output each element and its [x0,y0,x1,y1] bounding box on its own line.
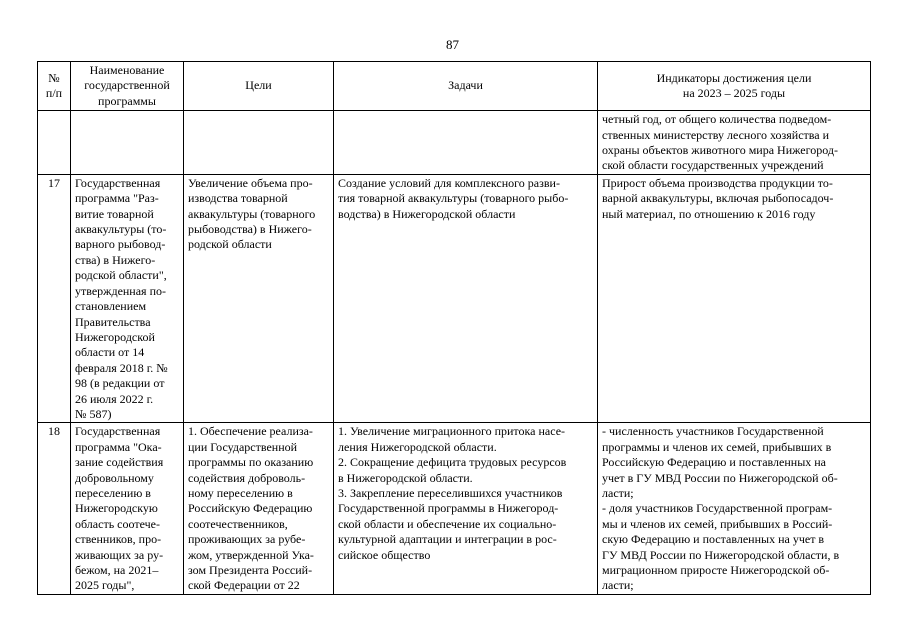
cell-line: Прирост объема производства продукции то- [602,175,833,190]
cell-line: бежом, на 2021– [75,563,159,577]
cell-line: ства) в Нижего- [75,252,156,267]
cell-line: программа "Раз- [75,191,159,206]
header-goals: Цели [184,62,334,111]
cell-line: ской области и обеспечение их социально- [338,516,557,531]
cell-line: сийское общество [338,547,431,562]
cell-line: утвержденная по- [75,283,166,298]
cell-line: ской Федерации от 22 [188,578,300,593]
cell-line: родской области [188,237,272,252]
cell-line: - численность участников Государственной [602,424,824,439]
cell-line: зом Президента Россий- [188,563,313,577]
cell-line: Создание условий для комплексного разви- [338,175,560,190]
cell-num: 18 [38,423,71,594]
cell-line: тия товарной аквакультуры (товарного рыбо- [338,191,569,206]
cell-line: Нижегородскую [75,501,158,516]
cell-line: жом, утвержденной Ука- [188,547,314,562]
cell-line: Российскую Федерацию и поставленных на [602,455,826,470]
cell-line: программы и членов их семей, прибывших в [602,439,832,454]
cell-program [71,174,184,423]
cell-line: миграционном приросте Нижегородской об- [602,563,830,577]
header-num: № п/п [38,62,71,111]
cell-line: варного рыбовод- [75,237,166,252]
cell-line: родской области", [75,268,167,283]
cell-goals [184,423,334,594]
header-row [38,62,871,111]
cell-line: 26 июля 2022 г. [75,391,154,406]
cell-line: рыбоводства) в Нижего- [188,222,312,237]
cell-tasks [334,174,598,423]
cell-line: варной аквакультуры, включая рыбопосадоч- [602,191,834,206]
cell-line: Государственная [75,175,161,190]
cell-line: область соотече- [75,516,160,531]
cell-line: Государственной программы в Нижегород- [338,501,559,516]
cell-line: Государственная [75,424,161,439]
cell-line: ный материал, по отношению к 2016 году [602,206,816,221]
cell-line: содействия доброволь- [188,470,306,485]
cell-num [38,111,71,175]
cell-line: изводства товарной [188,191,288,206]
cell-tasks [334,111,598,175]
cell-line: добровольному [75,470,154,485]
cell-line: - доля участников Государственной програм- [602,501,833,516]
cell-line: ственных министерству лесного хозяйства и [602,127,830,142]
cell-program [71,111,184,175]
cell-line: 1. Увеличение миграционного притока насе- [338,424,566,439]
cell-line: программа "Ока- [75,439,162,454]
cell-line: ции Государственной [188,439,298,454]
cell-line: ской области государственных учреждений [602,158,824,173]
cell-line: мы и членов их семей, прибывших в Россий- [602,516,833,531]
cell-line: витие товарной [75,206,154,221]
cell-line: переселению в [75,485,151,500]
header-program: Наименование государственной программы [71,62,184,111]
cell-indicators [598,174,871,423]
cell-goals [184,111,334,175]
cell-line: зание содействия [75,455,164,470]
cell-line: 3. Закрепление переселившихся участников [338,485,563,500]
cell-line: учет в ГУ МВД России по Нижегородской об- [602,470,838,485]
table-row [38,174,871,423]
cell-line: ственников, про- [75,532,162,547]
table-row [38,423,871,594]
cell-line: 98 (в редакции от [75,376,165,391]
cell-line: четный год, от общего количества подведом- [602,112,832,127]
cell-line: ГУ МВД России по Нижегородской области, в [602,547,840,562]
cell-line: ласти; [602,578,634,593]
cell-line: ления Нижегородской области. [338,439,497,454]
cell-line: водства) в Нижегородской области [338,206,516,221]
cell-line: в Нижегородской области. [338,470,473,485]
cell-line: ному переселению в [188,485,293,500]
cell-line: скую Федерацию и поставленных на учет в [602,532,825,547]
cell-goals [184,174,334,423]
cell-num: 17 [38,174,71,423]
cell-line: 1. Обеспечение реализа- [188,424,313,439]
cell-line: охраны объектов животного мира Нижегород- [602,143,838,158]
programs-table [37,61,871,595]
table-row [38,111,871,175]
cell-line: становлением [75,299,147,314]
cell-line: аквакультуры (товарного [188,206,316,221]
cell-line: ласти; [602,485,634,500]
cell-line: аквакультуры (то- [75,222,167,237]
cell-line: живающих за ру- [75,547,164,562]
cell-line: программы по оказанию [188,455,314,470]
cell-line: № 587) [75,406,112,421]
cell-line: 2025 годы", [75,578,135,593]
cell-line: соотечественников, [188,516,288,531]
cell-line: Правительства [75,314,151,329]
cell-tasks [334,423,598,594]
cell-line: Увеличение объема про- [188,175,313,190]
cell-indicators [598,111,871,175]
cell-program [71,423,184,594]
cell-line: культурной адаптации и интеграции в рос- [338,532,557,547]
header-tasks: Задачи [334,62,598,111]
cell-indicators [598,423,871,594]
page-number: 87 [446,37,459,52]
cell-line: 2. Сокращение дефицита трудовых ресурсов [338,455,567,470]
cell-line: Российскую Федерацию [188,501,313,516]
cell-line: февраля 2018 г. № [75,360,168,375]
header-indicators: Индикаторы достижения цели на 2023 – 2025 годы [598,62,871,111]
cell-line: области от 14 [75,345,145,360]
cell-line: Нижегородской [75,329,155,344]
cell-line: проживающих за рубе- [188,532,306,547]
